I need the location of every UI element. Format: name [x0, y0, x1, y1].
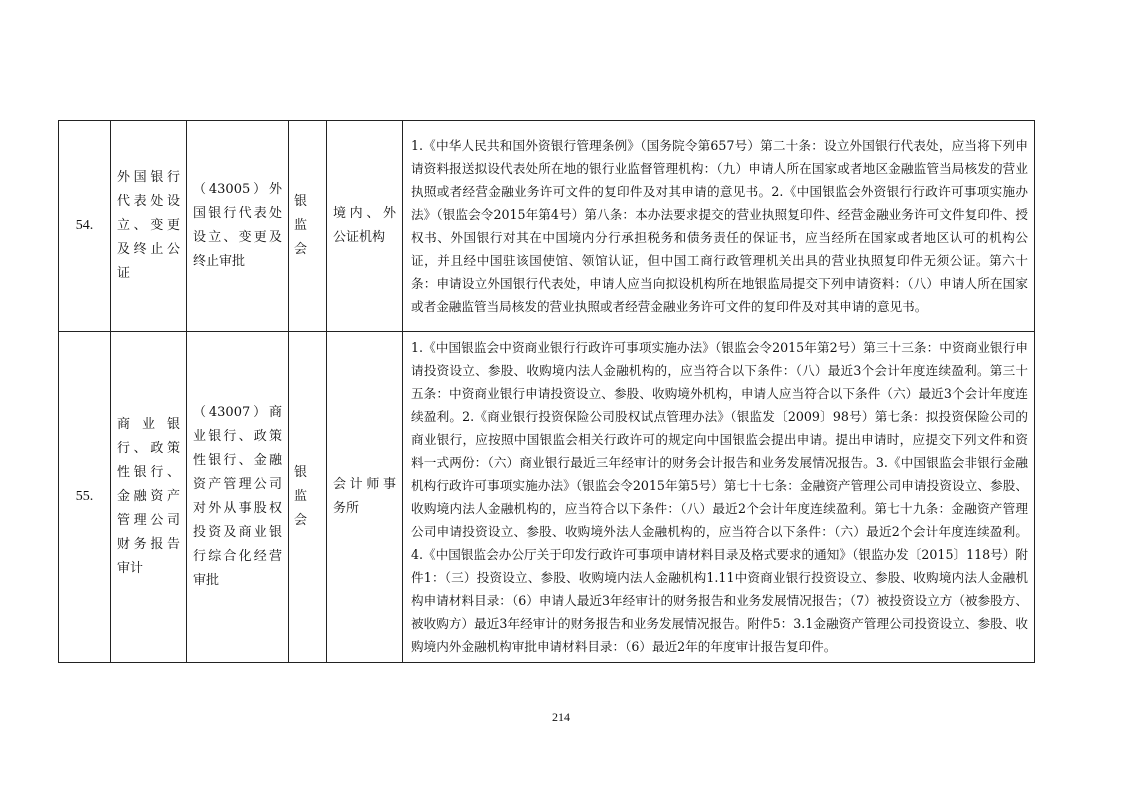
- intermediary-service-name: 商业银行、政策性银行、金融资产管理公司财务报告审计: [111, 332, 187, 663]
- table-row: [59, 332, 1035, 663]
- approval-item: （43005）外国银行代表处设立、变更及终止审批: [187, 121, 289, 332]
- page-number: 214: [552, 710, 570, 724]
- row-number: 54.: [59, 121, 111, 332]
- approval-department: 银监会: [289, 121, 327, 332]
- service-provider: 会计师事务所: [327, 332, 403, 663]
- service-provider: 境内、外公证机构: [327, 121, 403, 332]
- approval-items-table: [58, 120, 1035, 663]
- approval-item: （43007）商业银行、政策性银行、金融资产管理公司对外从事股权投资及商业银行综合化经营审批: [187, 332, 289, 663]
- legal-basis: 1.《中国银监会中资商业银行行政许可事项实施办法》（银监会令2015年第2号）第三十三条：中资商业银行申请投资设立、参股、收购境内法人金融机构的，应当符合以下条件：（八）最近3个会计年度连续盈利。第三十五条：中资商业银行申请投资设立、参股、收购境外机构，申请人应当符合以下条件（六）最近3个会计年度连续盈利。2.《商业银行投资保险公司股权试点管理办法》（银监发〔2009〕98号）第七条：拟投资保险公司的商业银行，应按照中国银监会相关行政许可的规定向中国银监会提出申请。提出申请时，应提交下列文件和资料一式两份：（六）商业银行最近三年经审计的财务会计报告和业务发展情况报告。3.《中国银监会非银行金融机构行政许可事项实施办法》（银监会令2015年第5号）第七十七条：金融资产管理公司申请投资设立、参股、收购境内法人金融机构的，应当符合以下条件：（八）最近2个会计年度连续盈利。第七十九条：金融资产管理公司申请投资设立、参股、收购境外法人金融机构的，应当符合以下条件：（六）最近2个会计年度连续盈利。4.《中国银监会办公厅关于印发行政许可事项申请材料目录及格式要求的通知》（银监办发〔2015〕118号）附件1：（三）投资设立、参股、收购境内法人金融机构1.11中资商业银行投资设立、参股、收购境内法人金融机构申请材料目录：（6）申请人最近3年经审计的财务报告和业务发展情况报告；（7）被投资设立方（被参股方、被收购方）最近3年经审计的财务报告和业务发展情况报告。附件5：3.1金融资产管理公司投资设立、参股、收购境内外金融机构审批申请材料目录：（6）最近2年的年度审计报告复印件。: [403, 332, 1035, 663]
- legal-basis: 1.《中华人民共和国外资银行管理条例》（国务院令第657号）第二十条：设立外国银行代表处，应当将下列申请资料报送拟设代表处所在地的银行业监督管理机构：（九）申请人所在国家或者地区金融监管当局核发的营业执照或者经营金融业务许可文件的复印件及对其申请的意见书。2.《中国银监会外资银行行政许可事项实施办法》（银监会令2015年第4号）第八条：本办法要求提交的营业执照复印件、经营金融业务许可文件复印件、授权书、外国银行对其在中国境内分行承担税务和债务责任的保证书，应当经所在国家或者地区认可的机构公证，并且经中国驻该国使馆、领馆认证，但中国工商行政管理机关出具的营业执照复印件无须公证。第六十条：申请设立外国银行代表处，申请人应当向拟设机构所在地银监局提交下列申请资料：（八）申请人所在国家或者金融监管当局核发的营业执照或者经营金融业务许可文件的复印件及对其申请的意见书。: [403, 121, 1035, 332]
- approval-department: 银监会: [289, 332, 327, 663]
- row-number: 55.: [59, 332, 111, 663]
- intermediary-service-name: 外国银行代表处设立、变更及终止公证: [111, 121, 187, 332]
- table-row: [59, 121, 1035, 332]
